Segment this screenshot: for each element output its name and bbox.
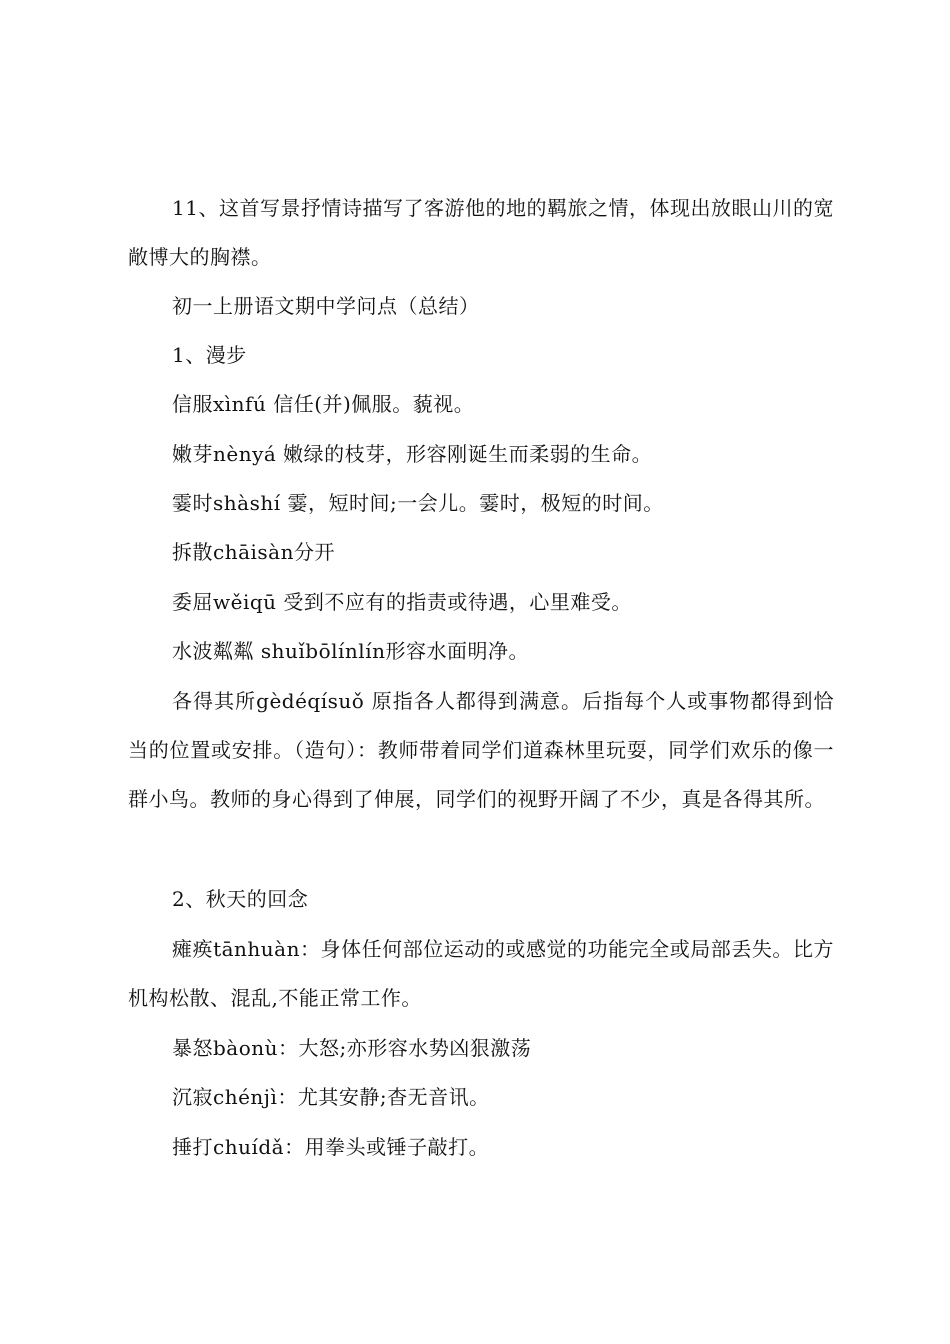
vocab-item-long: 各得其所gèdéqísuǒ 原指各人都得到满意。后指每个人或事物都得到恰当的位置或安排。（造句）：教师带着同学们道森林里玩耍，同学们欢乐的像一群小鸟。教师的身心得到了伸展，同学们的视野开阔了不少，真是各得其所。	[128, 689, 834, 811]
vocab-item: 霎时shàshí 霎，短时间;一会儿。霎时，极短的时间。	[172, 491, 664, 515]
paragraph-11: 11、这首写景抒情诗描写了客游他的地的羁旅之情，体现出放眼山川的宽敞博大的胸襟。	[128, 196, 834, 269]
vocab-item: 水波粼粼 shuǐbōlínlín形容水面明净。	[172, 639, 529, 663]
vocab-item: 委屈wěiqū 受到不应有的指责或待遇，心里难受。	[172, 590, 632, 614]
vocab-item-long: 瘫痪tānhuàn：身体任何部位运动的或感觉的功能完全或局部丢失。比方机构松散、混乱,不能正常工作。	[128, 937, 834, 1010]
vocab-item: 信服xìnfú 信任(并)佩服。藐视。	[172, 392, 475, 416]
lesson-heading-2: 2、秋天的回念	[172, 887, 309, 911]
vocab-item: 拆散chāisàn分开	[172, 540, 335, 564]
vocab-item: 嫩芽nènyá 嫩绿的枝芽，形容刚诞生而柔弱的生命。	[172, 442, 653, 466]
vocab-item: 沉寂chénjì：尤其安静;杳无音讯。	[172, 1085, 490, 1109]
vocab-item: 暴怒bàonù：大怒;亦形容水势凶狠激荡	[172, 1036, 532, 1060]
vocab-item: 捶打chuídǎ：用拳头或锤子敲打。	[172, 1135, 490, 1159]
lesson-heading-1: 1、漫步	[172, 343, 247, 367]
section-title: 初一上册语文期中学问点（总结）	[172, 294, 480, 318]
